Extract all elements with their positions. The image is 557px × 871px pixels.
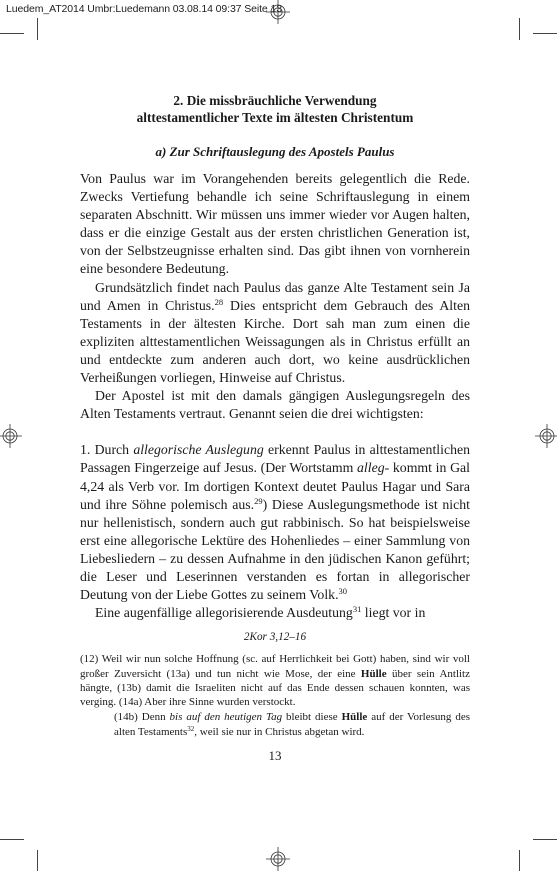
scripture-quote-1-a: (12) Weil wir nun solche Hoffnung (sc. auf Herrlichkeit bei Gott) haben, sind wir voll großer Zuversicht (13a) und tun nicht wie Mose, der eine: [80, 653, 470, 680]
registration-mark-left-icon: [0, 424, 22, 448]
crop-mark-bottom-right-v: [519, 850, 520, 871]
footnote-ref-31[interactable]: 31: [352, 604, 362, 615]
crop-mark-top-left-v: [37, 18, 38, 40]
point-1-emphasis-stem: alleg-: [357, 460, 390, 476]
footnote-ref-29[interactable]: 29: [254, 495, 263, 506]
scripture-quote-2-b: bleibt diese: [282, 711, 342, 724]
crop-mark-bottom-right-h: [533, 839, 557, 840]
scripture-quote-2-d: , weil sie nur in Christus abgetan wird.: [194, 725, 365, 738]
paragraph-2-text-b: Dies entspricht dem Gebrauch des Alten Testaments in der ältesten Kirche. Dort sah man zum einen die expliziten alttestamentlichen Weissagungen als in Christus erfüllt an und entdeckte zum anderen auch dort, wo keine ausdrücklichen Verheißungen vorliegen, Hinweise auf Christus.: [80, 297, 470, 386]
chapter-title: [80, 92, 470, 126]
scripture-quote-1: [80, 652, 470, 709]
scripture-quote-2: [114, 710, 470, 739]
crop-mark-top-left-h: [0, 33, 24, 34]
point-1-emphasis-allegorical: allegorische Auslegung: [133, 442, 264, 458]
paragraph-spacer: [80, 423, 470, 441]
paragraph-2: [80, 279, 470, 388]
paragraph-2-text-a: Grundsätzlich findet nach Paulus das ganze Alte Testament sein Ja und Amen in Christus.: [80, 279, 470, 313]
paragraph-1: Von Paulus war im Vorangehenden bereits gelegentlich die Rede. Zwecks Vertiefung behandle ich seine Schriftauslegung in einem separaten Abschnitt. Wir müssen uns immer wieder vor Augen halten, dass er die einzige Gestalt aus der ersten christlichen Generation ist, von der Selbstzeugnisse erhalten sind. Das gibt ihnen von vornherein eine besondere Bedeutung.: [80, 171, 470, 277]
crop-mark-bottom-left-v: [37, 850, 38, 871]
registration-mark-top-icon: [266, 0, 290, 24]
keyword-huelle-1: Hülle: [360, 667, 387, 680]
page-number: 13: [268, 748, 282, 764]
section-heading: a) Zur Schriftauslegung des Apostels Paulus: [155, 144, 395, 159]
crop-mark-top-right-v: [519, 18, 520, 40]
point-1: [80, 441, 470, 604]
point-1-continuation: [80, 604, 470, 622]
scripture-reference: 2Kor 3,12–16: [243, 631, 307, 644]
print-slug: Luedem_AT2014 Umbr:Luedemann 03.08.14 09:37 Seite 13: [6, 3, 282, 15]
registration-mark-bottom-icon: [266, 847, 290, 871]
scripture-quote-1-b: über sein Antlitz hängte, (13b) damit die Israeliten nicht auf das Ende dessen schauen konnten, was verging. (14a) Aber ihre Sinne wurden verstockt.: [80, 667, 470, 709]
point-1-text-1: erkennt Paulus in alttestamentlichen Passagen Fingerzeige auf Jesus. (Der Wortstamm: [80, 442, 470, 476]
scripture-quote-2-a: (14b) Denn: [114, 711, 170, 724]
paragraph-3: Der Apostel ist mit den damals gängigen Auslegungsregeln des Alten Testaments vertraut. Genannt seien die drei wichtigsten:: [80, 388, 470, 422]
scripture-quote-2-emphasis: bis auf den heutigen Tag: [169, 711, 283, 724]
scripture-quote-2-c: auf der Vorlesung des alten Testaments: [114, 711, 471, 738]
point-1-text-3: ) Diese Auslegungsmethode ist nicht nur hellenistisch, sondern auch gut rabbinisch. So hat beispielsweise erst eine allegorische Lektüre des Hohenliedes – einer Sammlung von Liebesliedern – zu dessen Aufnahme in den jüdischen Kanon geführt; die Leser und Leserinnen verstanden es fortan in allegorischer Deutung von der Liebe Gottes zu seinem Volk.: [80, 496, 470, 603]
crop-mark-top-right-h: [533, 33, 557, 34]
keyword-huelle-2: Hülle: [341, 711, 368, 724]
crop-mark-bottom-left-h: [0, 839, 24, 840]
point-1-text-2: kommt in Gal 4,24 als Verb vor. Im dortigen Kontext deutet Paulus Hagar und Sara und ihre Söhne polemisch aus.: [80, 460, 470, 512]
point-1-continuation-a: Eine augenfällige allegorisierende Ausdeutung: [95, 605, 353, 621]
registration-mark-right-icon: [535, 424, 557, 448]
chapter-title-line-1: 2. Die missbräuchliche Verwendung: [173, 93, 377, 108]
point-1-continuation-b: liegt vor in: [361, 605, 426, 621]
footnote-ref-28[interactable]: 28: [214, 296, 224, 307]
chapter-title-line-2: alttestamentlicher Texte im ältesten Christentum: [136, 110, 414, 125]
footnote-ref-32[interactable]: 32: [187, 724, 195, 733]
book-page: [80, 92, 470, 764]
footnote-ref-30[interactable]: 30: [338, 586, 348, 597]
point-1-lead: 1. Durch: [80, 442, 134, 458]
